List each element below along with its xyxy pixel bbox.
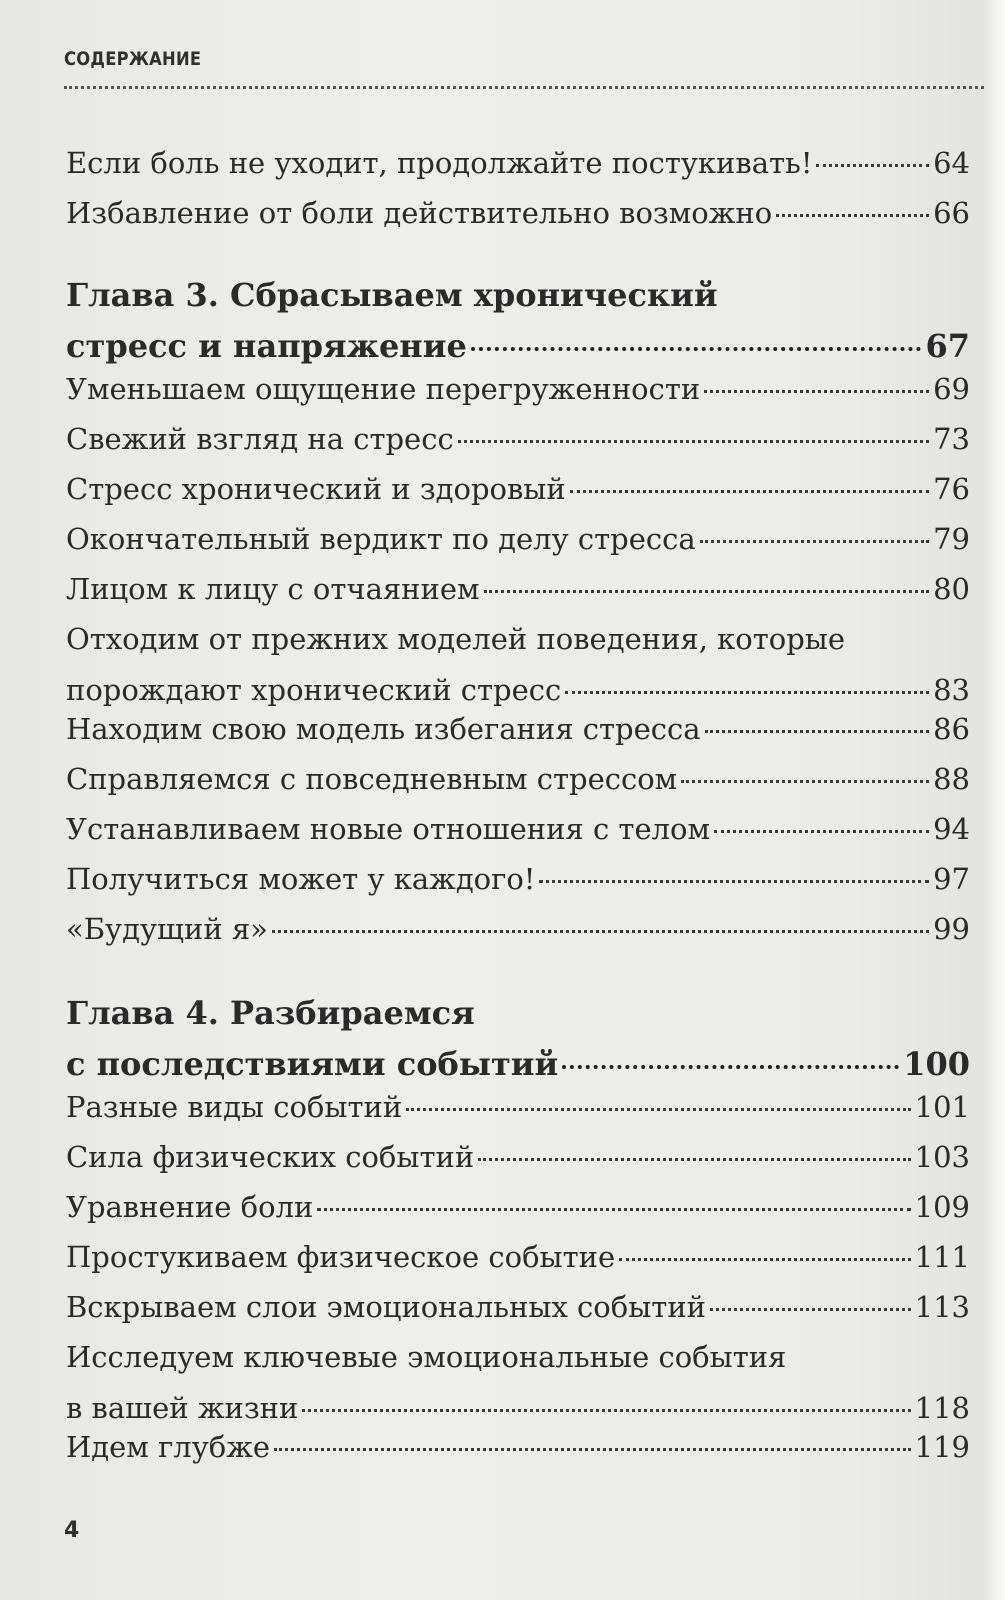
toc-page-number: 99	[933, 912, 970, 946]
toc-entry-title: Получиться может у каждого!	[66, 862, 536, 896]
toc-entry	[66, 414, 970, 465]
toc-chapter	[66, 270, 970, 372]
dot-leader	[681, 780, 929, 783]
toc-page-number: 80	[933, 572, 970, 606]
toc-entry-row	[66, 564, 970, 615]
toc-entry-title: Сила физических событий	[66, 1140, 475, 1174]
toc-entry-row	[66, 1182, 970, 1233]
toc-page-number: 79	[933, 522, 970, 556]
toc-entry-title: Стресс хронический и здоровый	[66, 472, 566, 506]
toc-entry-row	[66, 754, 970, 805]
toc-entry-title-line: Исследуем ключевые эмоциональные события	[66, 1340, 787, 1374]
toc-entry-title-line: Глава 3. Сбрасываем хронический	[66, 276, 718, 314]
toc-page-number: 64	[933, 146, 970, 180]
toc-entry-title: Лицом к лицу с отчаянием	[66, 572, 480, 606]
dot-leader	[274, 1448, 911, 1451]
toc-page-number: 100	[903, 1045, 970, 1083]
toc-entry	[66, 754, 970, 805]
toc-entry-row	[66, 188, 970, 239]
dot-leader	[302, 1409, 910, 1412]
toc-entry	[66, 188, 970, 239]
toc-entry-title: Избавление от боли действительно возможно	[66, 196, 773, 230]
toc-entry-row	[66, 804, 970, 855]
toc-entry	[66, 854, 970, 905]
toc-entry	[66, 1132, 970, 1183]
toc-entry	[66, 1422, 970, 1473]
toc-entry-title: в вашей жизни	[66, 1391, 299, 1425]
toc-entry	[66, 464, 970, 515]
toc-entry	[66, 564, 970, 615]
dot-leader	[562, 1065, 899, 1069]
toc-entry	[66, 804, 970, 855]
toc-entry-row	[66, 1232, 970, 1283]
toc-entry-title: Окончательный вердикт по делу стресса	[66, 522, 696, 556]
toc-entry	[66, 1082, 970, 1133]
toc-entry	[66, 514, 970, 565]
toc-entry	[66, 1182, 970, 1233]
toc-entry-title: Уменьшаем ощущение перегруженности	[66, 372, 701, 406]
toc-page-number: 76	[933, 472, 970, 506]
toc-page-number: 109	[914, 1190, 970, 1224]
toc-page-number: 103	[914, 1140, 970, 1174]
toc-page-number: 73	[933, 422, 970, 456]
toc-page-number: 88	[933, 762, 970, 796]
header-dotted-rule	[64, 86, 984, 89]
toc-entry	[66, 364, 970, 415]
dot-leader	[705, 730, 930, 733]
toc-entry-row	[66, 1422, 970, 1473]
toc-page-number: 67	[925, 327, 970, 365]
toc-entry-row	[66, 514, 970, 565]
dot-leader	[317, 1208, 910, 1211]
toc-page-number: 69	[933, 372, 970, 406]
toc-entry-title-line: Глава 4. Разбираемся	[66, 994, 475, 1032]
dot-leader	[478, 1158, 910, 1161]
toc-entry-row	[66, 1282, 970, 1333]
dot-leader	[776, 214, 929, 217]
toc-page-number: 113	[914, 1290, 970, 1324]
toc-entry	[66, 904, 970, 955]
toc-entry-title: Идем глубже	[66, 1430, 271, 1464]
dot-leader	[458, 440, 929, 443]
page-number: 4	[64, 1518, 80, 1543]
toc-entry-title-line: Отходим от прежних моделей поведения, которые	[66, 622, 846, 656]
toc-entry-row	[66, 704, 970, 755]
dot-leader	[570, 490, 929, 493]
dot-leader	[471, 347, 922, 351]
toc-entry	[66, 138, 970, 189]
dot-leader	[700, 540, 929, 543]
toc-entry-title: Свежий взгляд на стресс	[66, 422, 454, 456]
toc-entry-row	[66, 854, 970, 905]
toc-entry-title: Справляемся с повседневным стрессом	[66, 762, 678, 796]
page-spine-shadow	[983, 0, 1005, 1600]
dot-leader	[714, 830, 929, 833]
toc-entry	[66, 614, 970, 716]
toc-page-number: 119	[914, 1430, 970, 1464]
toc-page-number: 118	[914, 1391, 970, 1425]
toc-entry-row	[66, 1132, 970, 1183]
toc-entry-title: Простукиваем физическое событие	[66, 1240, 616, 1274]
dot-leader	[272, 930, 929, 933]
toc-entry	[66, 1232, 970, 1283]
dot-leader	[710, 1308, 911, 1311]
toc-entry-title: «Будущий я»	[66, 912, 268, 946]
toc-entry-row	[66, 464, 970, 515]
toc-entry-row	[66, 1082, 970, 1133]
toc-entry-title: Вскрываем слои эмоциональных событий	[66, 1290, 706, 1324]
toc-page-number: 101	[914, 1090, 970, 1124]
dot-leader	[704, 390, 929, 393]
toc-entry-row	[66, 138, 970, 189]
toc-chapter	[66, 988, 970, 1090]
dot-leader	[539, 880, 929, 883]
toc-entry-title: Разные виды событий	[66, 1090, 403, 1124]
toc-page-number: 66	[933, 196, 970, 230]
toc-entry-row	[66, 364, 970, 415]
dot-leader	[406, 1108, 910, 1111]
toc-page-number: 111	[914, 1240, 970, 1274]
dot-leader	[484, 590, 930, 593]
toc-entry-row	[66, 904, 970, 955]
toc-entry	[66, 1282, 970, 1333]
toc-entry-title: с последствиями событий	[66, 1045, 559, 1083]
running-header: СОДЕРЖАНИЕ	[64, 48, 202, 70]
toc-entry-title: Находим свою модель избегания стресса	[66, 712, 701, 746]
toc-entry	[66, 704, 970, 755]
dot-leader	[619, 1258, 910, 1261]
dot-leader	[565, 691, 929, 694]
toc-entry-title: Уравнение боли	[66, 1190, 314, 1224]
toc-entry-title: стресс и напряжение	[66, 327, 467, 365]
toc-entry-row	[66, 414, 970, 465]
toc-page-number: 83	[933, 673, 970, 707]
toc-entry-title: Если боль не уходит, продолжайте постукивать!	[66, 146, 813, 180]
toc-entry-title: Устанавливаем новые отношения с телом	[66, 812, 711, 846]
toc-page-number: 86	[933, 712, 970, 746]
dot-leader	[816, 164, 929, 167]
toc-page-number: 97	[933, 862, 970, 896]
toc-entry-title: порождают хронический стресс	[66, 673, 562, 707]
toc-page-number: 94	[933, 812, 970, 846]
toc-entry	[66, 1332, 970, 1434]
